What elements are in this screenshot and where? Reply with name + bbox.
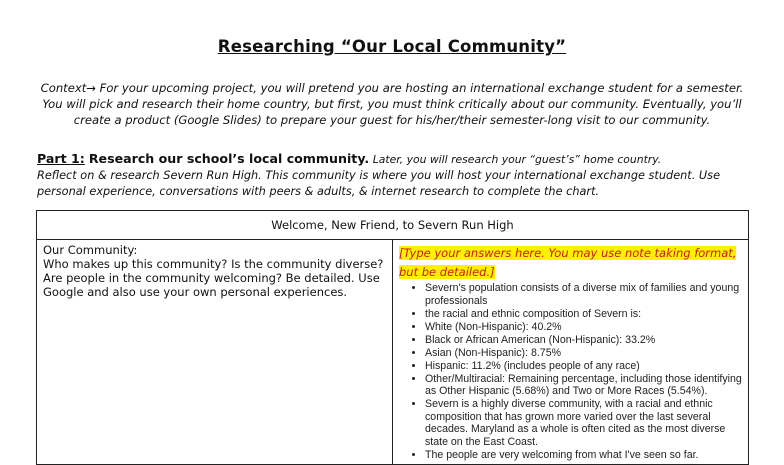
- part1-instructions: Reflect on & research Severn Run High. This community is where you will host your international exchange student. Use personal experience, conversations with peers & adults, & internet research to complete the chart.: [37, 169, 721, 198]
- answer-cell[interactable]: [393, 240, 749, 465]
- page-title: Researching “Our Local Community”: [217, 37, 567, 56]
- list-item: • Hispanic: 11.2% (includes people of any race): [425, 360, 742, 373]
- community-heading: Our Community:: [43, 243, 138, 257]
- list-item: • Severn is a highly diverse community, with a racial and ethnic composition that has grown more varied over the last several decades. Maryland as a whole is often cited as the most diverse state on the East Coast.: [425, 398, 742, 448]
- community-chart: [36, 210, 749, 465]
- list-item: • Other/Multiracial: Remaining percentage, including those identifying as Other Hispanic (5.68%) and Two or More Races (5.54%).: [425, 373, 742, 398]
- part1-label: Part 1:: [37, 151, 85, 166]
- context-paragraph: Context→ For your upcoming project, you will pretend you are hosting an international exchange student for a semester. You will pick and research their home country, but first, you must think critically about our community. Eventually, you’ll create a product (Google Slides) to prepare your guest for his/her/their semester-long visit to our community.: [40, 81, 744, 127]
- part1-note: Later, you will research your “guest’s” home country.: [372, 153, 662, 166]
- list-item: • Black or African American (Non-Hispanic): 33.2%: [425, 334, 742, 347]
- part1-lead: [37, 151, 369, 166]
- list-item: • The people are very welcoming from what I've seen so far.: [425, 449, 742, 462]
- list-item: • Severn's population consists of a diverse mix of families and young professionals: [425, 282, 742, 307]
- list-item: • the racial and ethnic composition of Severn is:: [425, 308, 742, 321]
- part1-heading: Research our school’s local community.: [88, 151, 370, 166]
- part1-section: [37, 151, 749, 200]
- list-item: • Asian (Non-Hispanic): 8.75%: [425, 347, 742, 360]
- answer-prompt: [Type your answers here. You may use note taking format, but be detailed.]: [399, 246, 737, 279]
- community-question-cell: [37, 240, 393, 465]
- chart-header: Welcome, New Friend, to Severn Run High: [37, 211, 749, 240]
- list-item: • White (Non-Hispanic): 40.2%: [425, 321, 742, 334]
- answer-list: [399, 282, 742, 461]
- community-question: Who makes up this community? Is the community diverse? Are people in the community welcoming? Be detailed. Use Google and also use your own personal experiences.: [43, 257, 384, 299]
